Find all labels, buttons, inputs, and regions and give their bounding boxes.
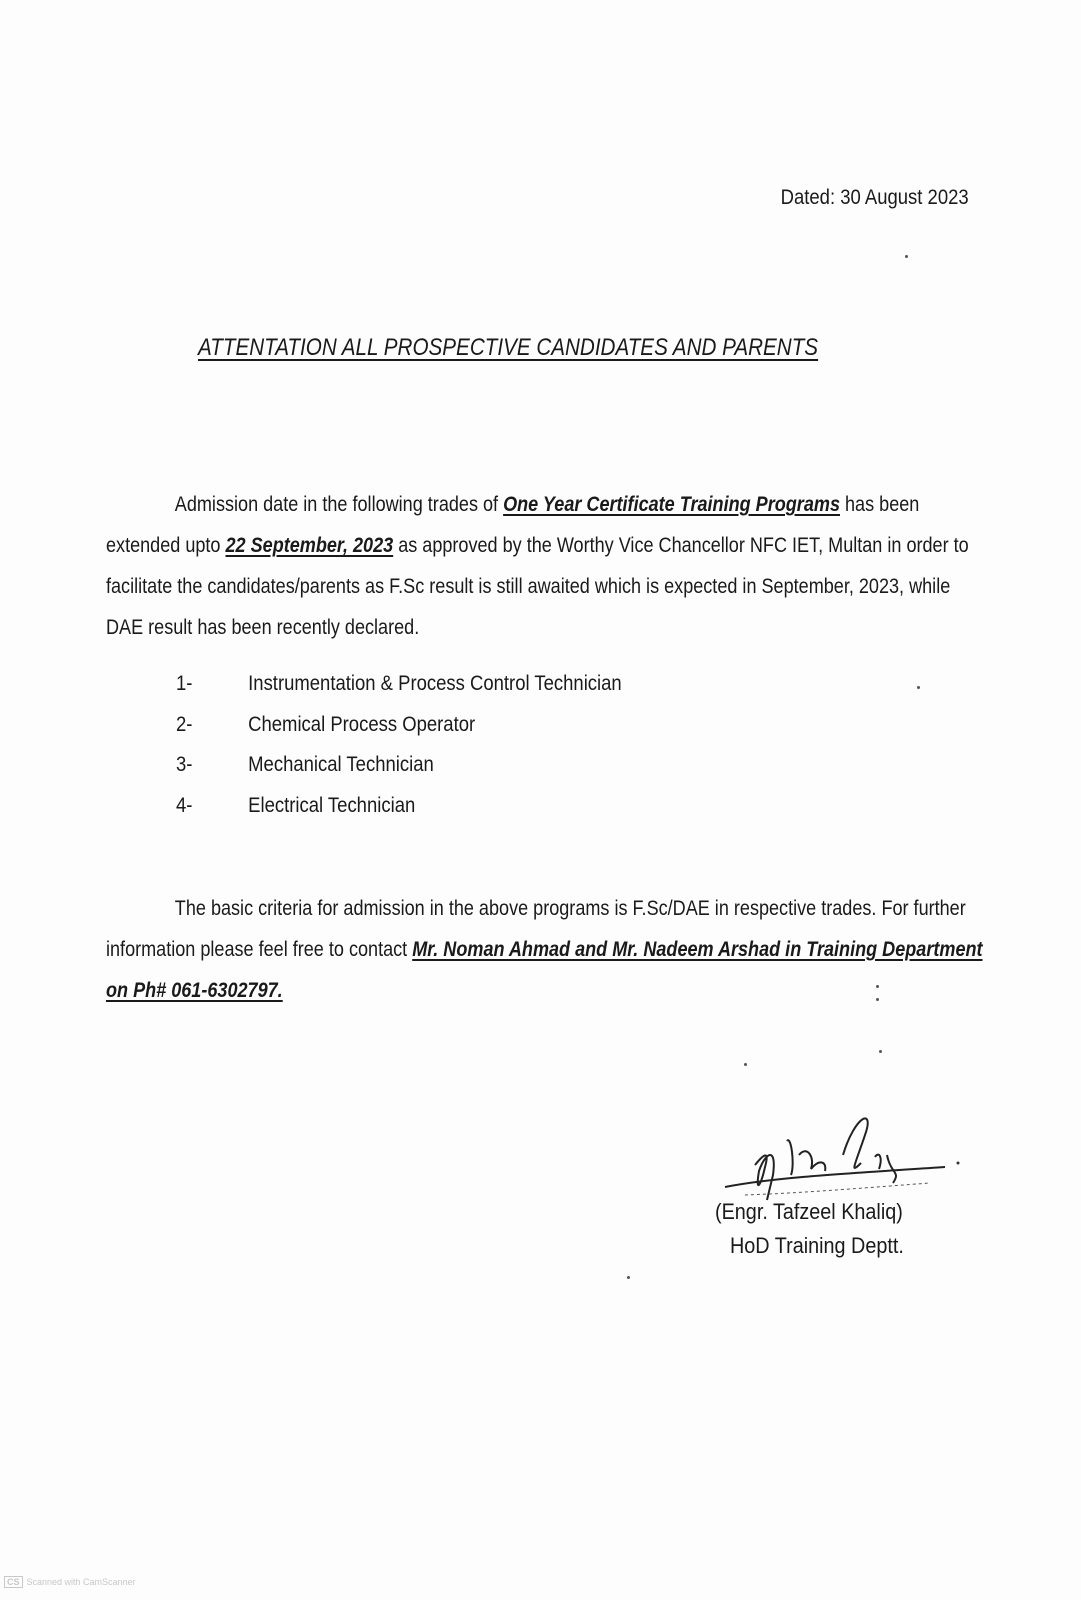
paragraph-admission-extension <box>106 484 988 648</box>
scan-speck <box>876 985 879 988</box>
scan-speck <box>917 686 920 689</box>
list-number: 4- <box>176 793 193 817</box>
document-date: Dated: 30 August 2023 <box>780 186 969 209</box>
trade-name: Mechanical Technician <box>248 753 434 776</box>
scan-speck <box>905 255 908 258</box>
program-name: One Year Certificate Training Programs <box>503 493 840 516</box>
document-heading: ATTENTATION ALL PROSPECTIVE CANDIDATES AND PARENTS <box>198 334 819 361</box>
deadline-date: 22 September, 2023 <box>225 534 394 557</box>
trade-name: Electrical Technician <box>248 793 416 817</box>
scan-speck <box>627 1276 630 1279</box>
contact-info: Mr. Noman Ahmad and Mr. Nadeem Arshad in Training Department on Ph# 061-6302797. <box>106 938 983 1002</box>
watermark-text: Scanned with CamScanner <box>26 1577 136 1587</box>
scanner-watermark <box>4 1576 136 1588</box>
trade-name: Instrumentation & Process Control Technician <box>248 672 622 695</box>
paragraph-text: has been extended upto <box>106 493 920 557</box>
paragraph-text: Admission date in the following trades of <box>174 493 504 516</box>
list-item <box>176 713 622 754</box>
signature-block <box>715 1105 975 1275</box>
paragraph-text: The basic criteria for admission in the above programs is F.Sc/DAE in respective trades. For further information please feel free to contact <box>106 897 966 961</box>
signatory-title: HoD Training Deptt. <box>730 1233 904 1258</box>
paragraph-criteria-contact <box>106 888 992 1011</box>
list-number: 1- <box>176 672 193 695</box>
list-item <box>176 794 622 835</box>
trades-list <box>176 672 622 834</box>
scan-speck <box>879 1050 882 1053</box>
camscanner-logo-icon: CS <box>4 1576 23 1588</box>
list-item <box>176 753 622 794</box>
list-item <box>176 672 622 713</box>
paragraph-text: as approved by the Worthy Vice Chancellor NFC IET, Multan in order to facilitate the candidates/parents as F.Sc result is still awaited which is expected in September, 2023, while DAE result has been recently declared. <box>106 534 969 639</box>
trade-name: Chemical Process Operator <box>248 712 476 736</box>
scan-speck <box>876 998 879 1001</box>
list-number: 2- <box>176 712 193 736</box>
signatory-name: (Engr. Tafzeel Khaliq) <box>715 1199 903 1224</box>
handwritten-signature <box>715 1105 975 1205</box>
list-number: 3- <box>176 753 193 776</box>
scan-speck <box>744 1063 747 1066</box>
